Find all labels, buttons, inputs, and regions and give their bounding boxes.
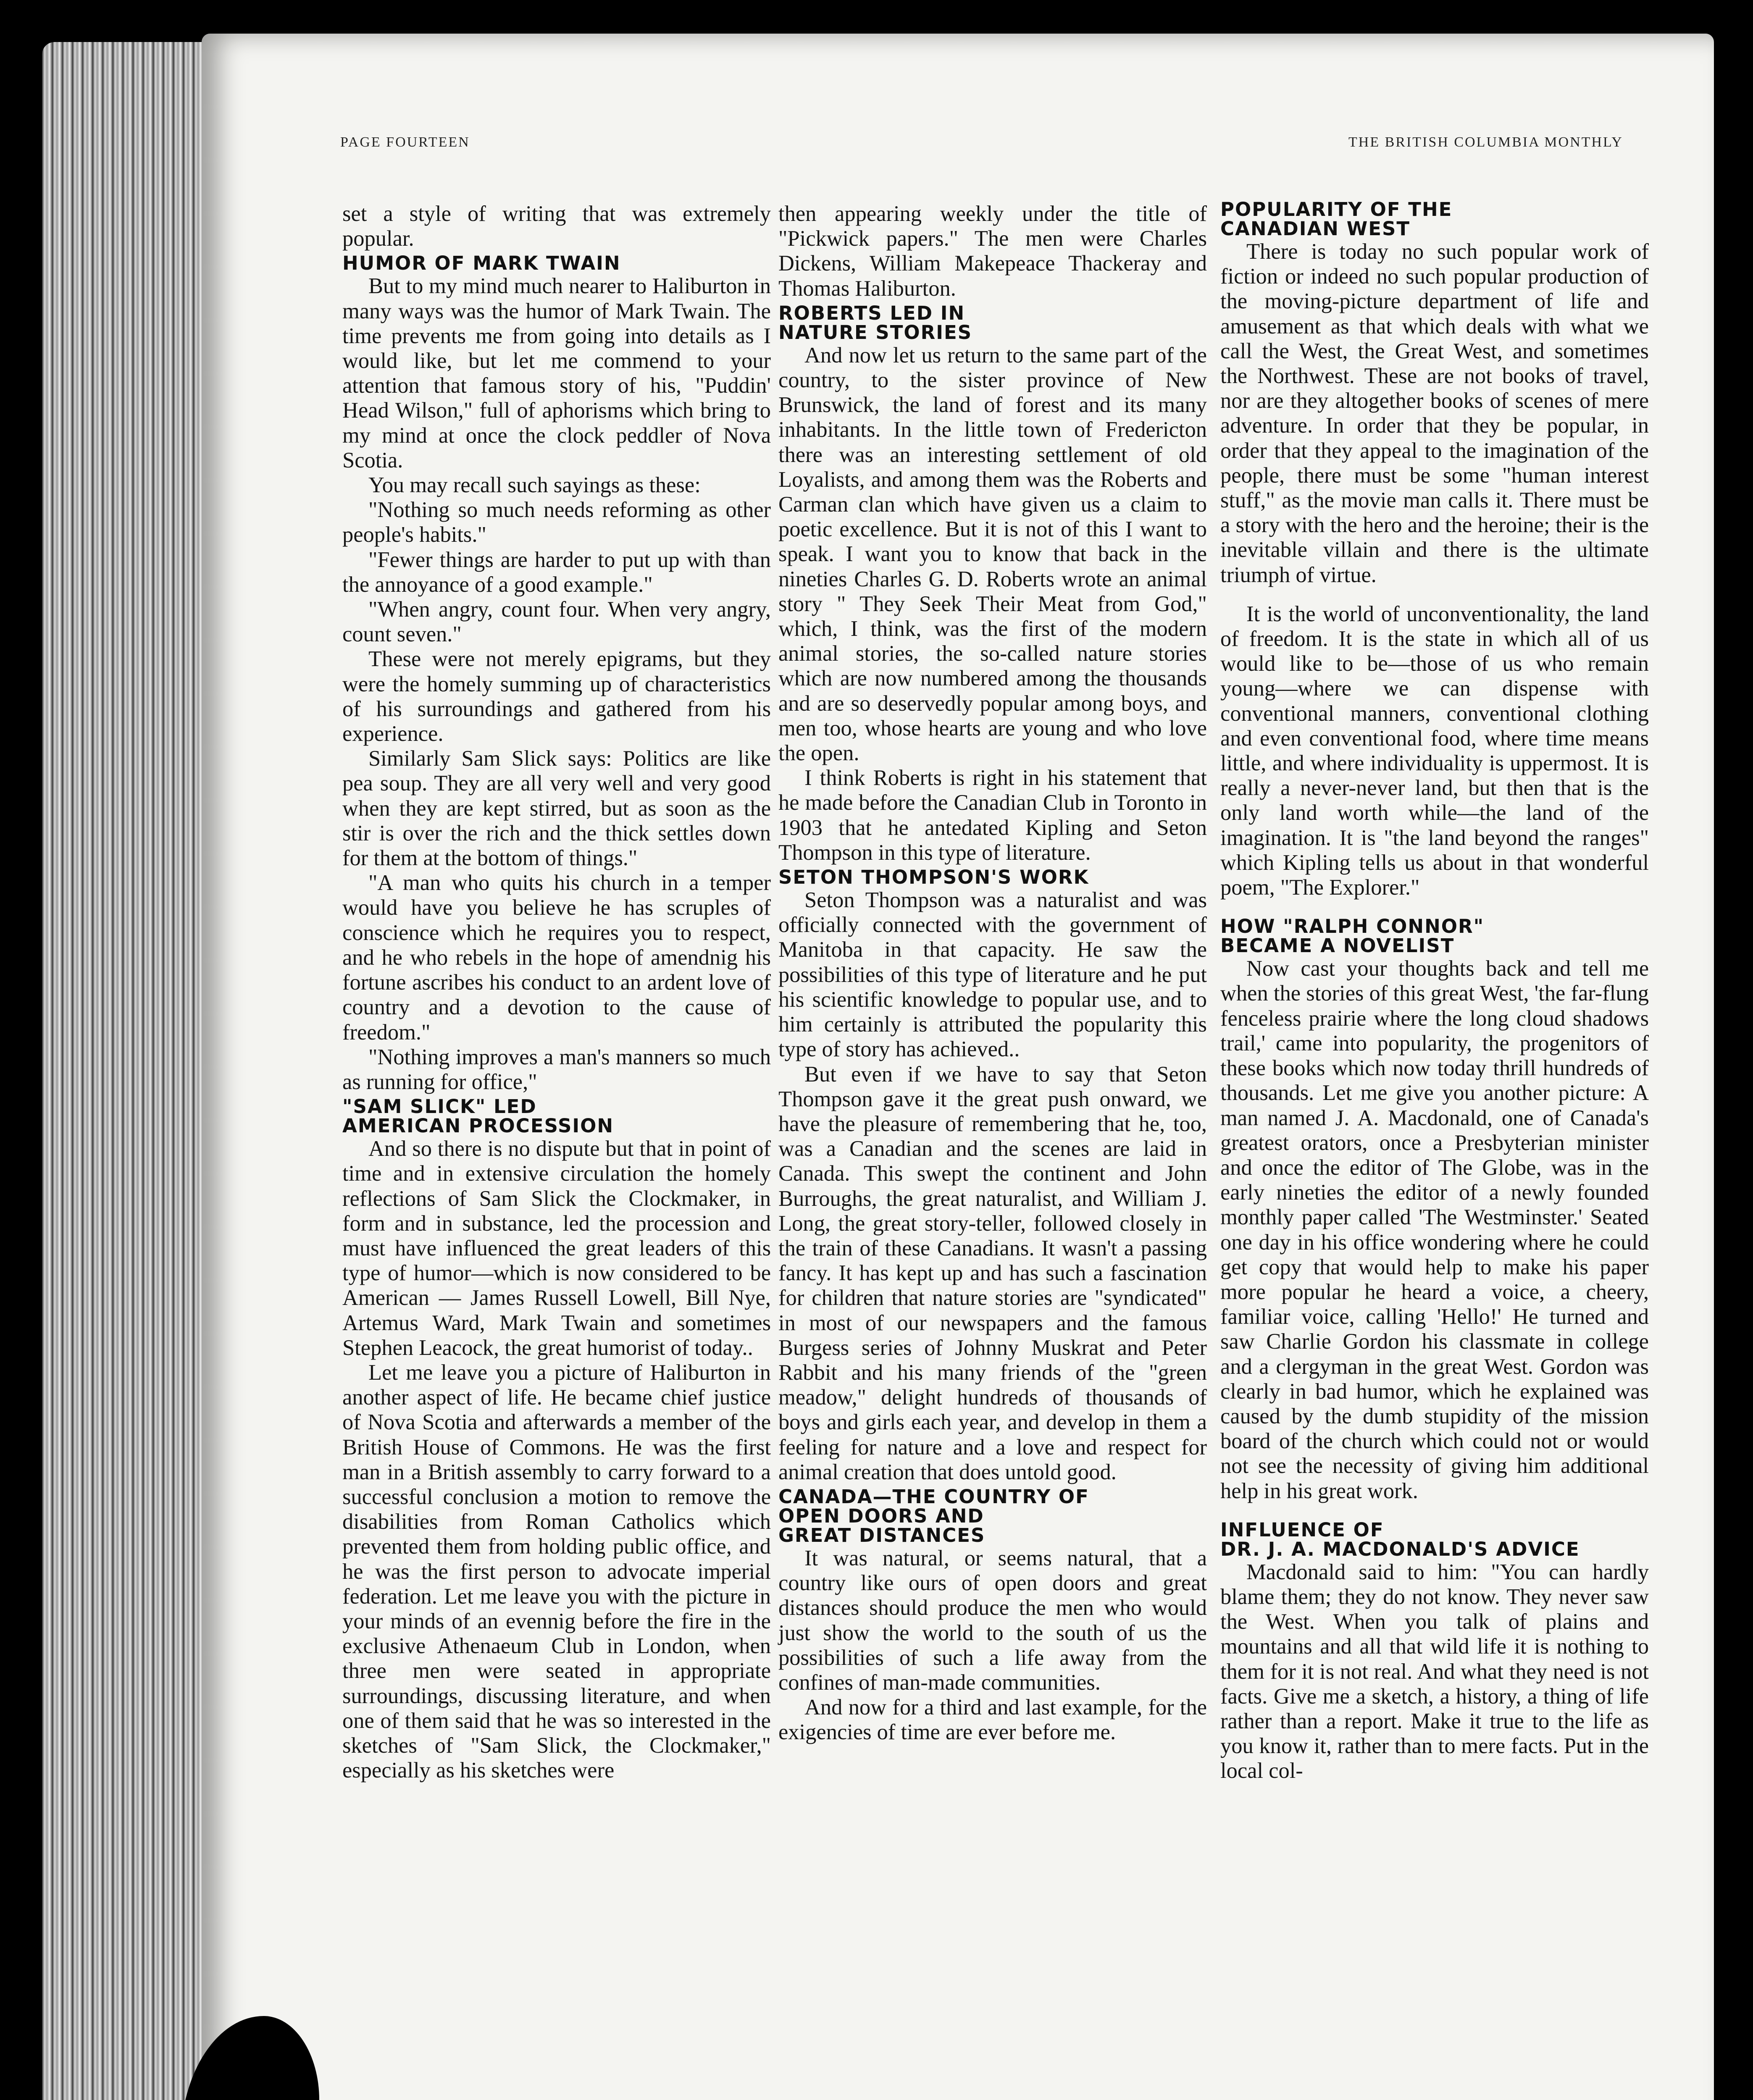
column-3 [1220,198,1649,1784]
section-heading-roberts-led [778,304,1207,342]
paragraph: Seton Thompson was a naturalist and was officially connected with the government of Manitoba in that capacity. He saw the possibilities of this type of literature and he put his scientific knowledge to popular use, and to him certainly is attributed the popularity this type of story has achieved.. [778,888,1207,1062]
quote: "When angry, count four. When very angry, count seven." [342,597,771,647]
heading-line: NATURE STORIES [778,321,972,344]
paragraph-gap [1220,1504,1649,1518]
paragraph: And now for a third and last example, for the exigencies of time are ever before me. [778,1695,1207,1745]
section-heading-humor-of-mark-twain: HUMOR OF MARK TWAIN [342,252,621,275]
paragraph: But even if we have to say that Seton Thompson gave it the great push onward, we have the pleasure of remembering that he, too, was a Canadian and the scenes are laid in Canada. This swept the continent and John Burroughs, the great naturalist, and William J. Long, the great story-teller, followed closely in the train of these Canadians. It wasn't a passing fancy. It has kept up and has such a fascination for children that nature stories are "syndicated" in most of our newspapers and the famous Burgess series of Johnny Muskrat and Peter Rabbit and his many friends of the "green meadow," delight hundreds of thousands of boys and girls each year, and develop in them a feeling for nature and a love and respect for animal creation that does untold good. [778,1062,1207,1484]
column-1 [342,202,771,1783]
paragraph: It is the world of unconventionality, the land of freedom. It is the state in which all of us would like to be—those of us who remain young—where we can dispense with conventional manners, conventional clothing and even conventional food, where time means little, and where individuality is uppermost. It is really a never-never land, but then that is the only land worth while—the land of the imagination. It is "the land beyond the ranges" which Kipling tells us about in that wonderful poem, "The Explorer." [1220,601,1649,900]
paragraph: Similarly Sam Slick says: Politics are like pea soup. They are all very well and very good when they are kept stirred, but as soon as the stir is over the rich and the thick settles down for them at the bottom of things." [342,746,771,871]
quote: "A man who quits his church in a temper would have you believe he has scruples of conscience which he requires you to respect, and he who rebels in the hope of amendnig his fortune ascribes his conduct to an ardent love of country and a devotion to the cause of freedom." [342,871,771,1045]
paragraph: But to my mind much nearer to Haliburton in many ways was the humor of Mark Twain. The time prevents me from going into details as I would like, but let me commend to your attention that famous story of his, "Puddin' Head Wilson," full of aphorisms which bring to my mind at once the clock peddler of Nova Scotia. [342,274,771,472]
section-heading-seton-thompson: SETON THOMPSON'S WORK [778,866,1089,889]
heading-line: ROBERTS LED IN [778,302,965,324]
paragraph: You may recall such sayings as these: [368,473,701,498]
section-heading-ralph-connor [1220,917,1649,956]
paragraph: Now cast your thoughts back and tell me when the stories of this great West, 'the far-flung fenceless prairie where the long cloud shadows trail,' came into popularity, the progenitors of these books which now today thrill hundreds of thousands. Let me give you another picture: A man named J. A. Macdonald, one of Canada's greatest orators, once a Presbyterian minister and once the editor of The Globe, was in the early nineties the editor of a newly founded monthly paper called 'The Westminster.' Seated one day in his office wondering where he could get copy that would help to make his paper more popular he heard a voice, a cheery, familiar voice, calling 'Hello!' He turned and saw Charlie Gordon his classmate in college and a clergyman in the great West. Gordon was clearly in bad humor, which he explained was caused by the dumb stupidity of the mission board of the church which could not or would not see the necessity of giving him additional help in his great work. [1220,956,1649,1503]
paragraph: And now let us return to the same part of the country, to the sister province of New Brunswick, the land of forest and its many inhabitants. In the little town of Fredericton there was an interesting settlement of old Loyalists, and among them was the Roberts and Carman clan which have given us a claim to poetic excellence. But it is not of this I want to speak. I want you to know that back in the nineties Charles G. D. Roberts wrote an animal story " They Seek Their Meat from God," which, I think, was the first of the modern animal stories, the so-called nature stories which are now numbered among the thousands and are so deservedly popular among boys, and men too, whose hearts are young and who love the open. [778,343,1207,766]
paragraph: These were not merely epigrams, but they were the homely summing up of characteristics of his surroundings and gathered from his experience. [342,647,771,746]
heading-line: CANADIAN WEST [1220,218,1411,240]
heading-line: INFLUENCE OF [1220,1518,1384,1541]
paragraph: then appearing weekly under the title of "Pickwick papers." The men were Charles Dickens, William Makepeace Thackeray and Thomas Haliburton. [778,202,1207,301]
section-heading-sam-slick-led [342,1097,771,1136]
running-head-page-number: PAGE FOURTEEN [340,134,470,150]
heading-line: DR. J. A. MACDONALD'S ADVICE [1220,1538,1580,1560]
quote: "Nothing improves a man's manners so much as running for office," [342,1045,771,1094]
quote: "Nothing so much needs reforming as other people's habits." [342,498,771,547]
heading-line: HOW "RALPH CONNOR" [1220,915,1485,938]
paragraph-gap [1220,588,1649,602]
paragraph: Let me leave you a picture of Haliburton in another aspect of life. He became chief justice of Nova Scotia and afterwards a member of the British House of Commons. He was the first man in a British assembly to carry forward to a successful conclusion a motion to remove the disabilities from Roman Catholics which prevented them from holding public office, and he was the first person to advocate imperial federation. Let me leave you with the picture in your minds of an evennig before the fire in the exclusive Athenaeum Club in London, when three men were seated in appropriate surroundings, discussing literature, and when one of them said that he was so interested in the sketches of "Sam Slick, the Clockmaker," especially as his sketches were [342,1360,771,1783]
section-heading-macdonald-advice [1220,1520,1649,1559]
book-page-edges [42,42,218,2100]
running-head-publication: THE BRITISH COLUMBIA MONTHLY [1348,134,1623,150]
paragraph-gap [1220,900,1649,914]
heading-line: AMERICAN PROCESSION [342,1115,614,1137]
paragraph: I think Roberts is right in his statement that he made before the Canadian Club in Toronto in 1903 that he antedated Kipling and Seton Thompson in this type of literature. [778,766,1207,865]
heading-line: "SAM SLICK" LED [342,1095,537,1118]
heading-line: POPULARITY OF THE [1220,198,1453,220]
column-2 [778,202,1207,1745]
heading-line: BECAME A NOVELIST [1220,934,1455,957]
paragraph: And so there is no dispute but that in point of time and in extensive circulation the homely reflections of Sam Slick the Clockmaker, in form and in substance, led the procession and must have influenced the great leaders of this type of humor—which is now considered to be American — James Russell Lowell, Bill Nye, Artemus Ward, Mark Twain and sometimes Stephen Leacock, the great humorist of today.. [342,1137,771,1360]
heading-line: OPEN DOORS AND [778,1504,984,1527]
paragraph: There is today no such popular work of fiction or indeed no such popular production of the moving-picture department of life and amusement as that which deals with what we call the West, the Great West, and sometimes the Northwest. These are not books of travel, nor are they altogether books of scenes of mere adventure. In order that they be popular, in order that they appeal to the imagination of the people, there must be some "human interest stuff," as the movie man calls it. There must be a story with the hero and the heroine; their is the inevitable villain and there is the ultimate triumph of virtue. [1220,239,1649,587]
paragraph: It was natural, or seems natural, that a country like ours of open doors and great distances should produce the men who would just show the world to the south of us the possibilities of such a life away from the confines of man-made communities. [778,1546,1207,1695]
section-heading-popularity-west [1220,200,1649,239]
heading-line: CANADA—THE COUNTRY OF [778,1485,1089,1508]
paragraph: Macdonald said to him: "You can hardly blame them; they do not know. They never saw the West. When you talk of plains and mountains and all that wild life it is nothing to them for it is not real. And what they need is not facts. Give me a sketch, a history, a thing of life rather than a report. Make it true to the life as you know it, rather than to mere facts. Put in the local col- [1220,1559,1649,1783]
quote: "Fewer things are harder to put up with than the annoyance of a good example." [342,547,771,597]
paragraph: set a style of writing that was extremely popular. [342,202,771,251]
section-heading-canada-open-doors [778,1487,1207,1545]
heading-line: GREAT DISTANCES [778,1524,986,1546]
